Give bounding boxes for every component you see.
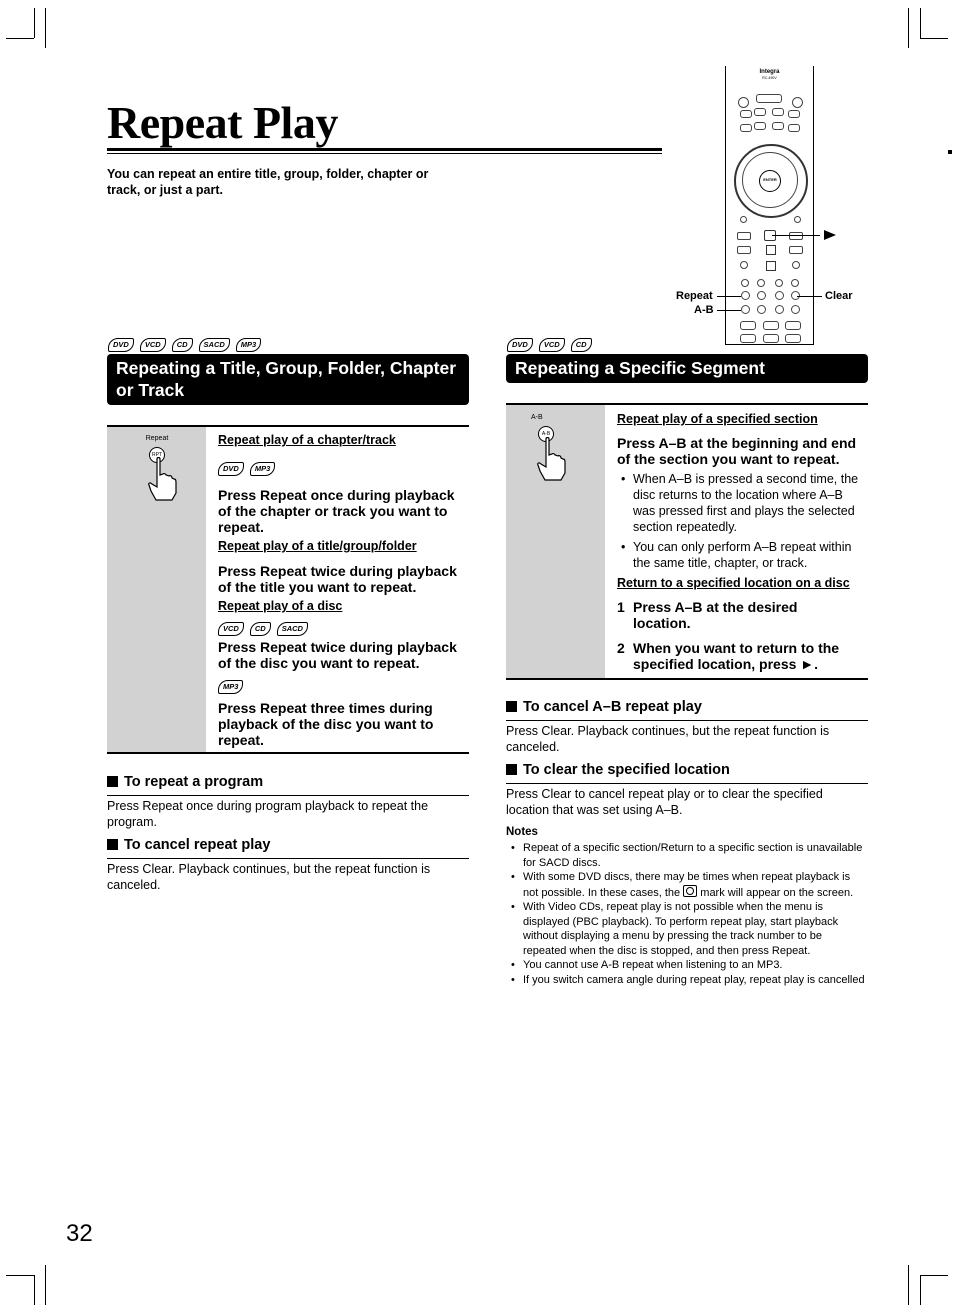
repeat-instructions-panel [107,425,469,754]
note-item: • With some DVD discs, there may be times when repeat playback is not possible. In these cases, the mark will appear on the screen. [507,870,867,900]
crop-mark [45,8,46,48]
pointing-hand-icon [147,457,177,501]
mp3-disc-icon: MP3 [250,462,275,476]
return-step-2: When you want to return to the specified location, press ►. [633,640,840,672]
crop-mark [908,1265,909,1305]
cancel-repeat-text: Press Clear. Playback continues, but the repeat function is canceled. [107,862,431,892]
cd-disc-icon: CD [250,622,271,636]
disc-repeat-heading: Repeat play of a disc [218,599,343,613]
ab-button-icon: A-B [538,426,554,442]
repeat-callout-line [717,296,741,297]
dvd-disc-icon: DVD [218,462,244,476]
disc-type-icons [507,338,592,352]
crop-mark [34,1275,35,1305]
remote-control-illustration [725,66,814,345]
step-number: 2 [617,640,625,656]
intro-text: You can repeat an entire title, group, folder, chapter or track, or just a part. [107,167,429,197]
cancel-ab-text: Press Clear. Playback continues, but the repeat function is canceled. [506,724,830,754]
title-repeat-heading: Repeat play of a title/group/folder [218,539,417,553]
remote-brand: Integra [759,69,780,75]
sacd-disc-icon: SACD [199,338,230,352]
crop-mark [920,1275,948,1276]
ab-button-icon [741,305,750,314]
page-number: 32 [66,1220,93,1247]
crop-mark [920,1275,921,1305]
crop-mark [920,8,921,38]
callout-ab: A-B [694,304,714,316]
repeat-program-text: Press Repeat once during program playback to repeat the program. [107,799,429,829]
title-repeat-step: Press Repeat twice during playback of the title you want to repeat. [218,563,457,595]
notes-heading: Notes [506,826,538,838]
mp3-repeat-step: Press Repeat three times during playback of the disc you want to repeat. [218,700,434,748]
note-item: • With Video CDs, repeat play is not possible when the menu is displayed (PBC playback). To perform repeat play, start playback without displaying a menu by pressing the track number to be repeated when the disc is stopped, and then press Repeat. [507,900,867,958]
square-bullet-icon [107,839,118,850]
mp3-disc-icon: MP3 [218,680,243,694]
disc-type-icons [108,338,261,352]
ab-note-bullet: • You can only perform A–B repeat within the same title, chapter, or track. [617,539,867,571]
square-bullet-icon [506,764,517,775]
play-callout-line [772,235,820,236]
dvd-disc-icon: DVD [507,338,533,352]
chapter-repeat-heading: Repeat play of a chapter/track [218,433,396,447]
prohibited-mark-icon [683,885,697,897]
specified-section-heading: Repeat play of a specified section [617,412,818,426]
crop-mark [920,38,948,39]
cd-disc-icon: CD [571,338,592,352]
crop-mark [45,1265,46,1305]
disc-repeat-disc-icons [218,622,308,636]
note-item: • Repeat of a specific section/Return to a specific section is unavailable for SACD discs. [507,841,867,870]
play-callout-arrow-icon [824,230,836,240]
clear-location-text: Press Clear to cancel repeat play or to clear the specified location that was set using A–B. [506,787,823,817]
return-location-heading: Return to a specified location on a disc [617,576,850,590]
callout-clear: Clear [825,290,853,302]
vcd-disc-icon: VCD [218,622,244,636]
crop-mark [6,38,34,39]
ab-repeat-panel [506,403,868,680]
callout-repeat: Repeat [676,290,713,302]
repeat-button-icon [741,291,750,300]
note-item: • You cannot use A-B repeat when listening to an MP3. [507,958,867,973]
clear-callout-line [797,296,822,297]
section-heading-specific-segment: Repeating a Specific Segment [506,354,868,383]
clear-location-heading: To clear the specified location [506,762,868,784]
step-number: 1 [617,599,625,615]
disc-repeat-step: Press Repeat twice during playback of the disc you want to repeat. [218,639,457,671]
square-bullet-icon [107,776,118,787]
crop-mark [908,8,909,48]
vcd-disc-icon: VCD [140,338,166,352]
cancel-ab-heading: To cancel A–B repeat play [506,699,868,721]
square-bullet-icon [506,701,517,712]
dvd-disc-icon: DVD [108,338,134,352]
mp3-disc-icons [218,680,243,694]
repeat-button-icon: RPT [149,447,165,463]
registration-mark [948,150,952,154]
mp3-disc-icon: MP3 [236,338,261,352]
remote-model: RC-490V [762,76,777,80]
return-step-1: Press A–B at the desired location. [633,599,798,631]
chapter-disc-icons [218,462,275,476]
crop-mark [6,1275,34,1276]
repeat-button-caption: Repeat [145,435,169,442]
pointing-hand-icon [536,437,566,481]
cancel-repeat-heading: To cancel repeat play [107,837,469,859]
section-heading-repeat-title: Repeating a Title, Group, Folder, Chapter or Track [107,354,469,405]
specified-section-step: Press A–B at the beginning and end of the section you want to repeat. [617,435,857,467]
cd-disc-icon: CD [172,338,193,352]
sacd-disc-icon: SACD [277,622,308,636]
note-item: • If you switch camera angle during repeat play, repeat play is cancelled [507,973,867,988]
chapter-repeat-step: Press Repeat once during playback of the chapter or track you want to repeat. [218,487,455,535]
notes-list [507,841,867,987]
page-title: Repeat Play [107,97,338,148]
remote-enter-label: ENTER [763,177,777,182]
vcd-disc-icon: VCD [539,338,565,352]
ab-button-caption: A-B [531,414,543,421]
repeat-program-heading: To repeat a program [107,774,469,796]
ab-note-bullet: • When A–B is pressed a second time, the disc returns to the location where A–B was pressed first and plays the selected section repeatedly. [617,471,867,535]
title-rule [107,153,662,154]
ab-callout-line [717,310,741,311]
title-rule [107,148,662,151]
crop-mark [34,8,35,38]
